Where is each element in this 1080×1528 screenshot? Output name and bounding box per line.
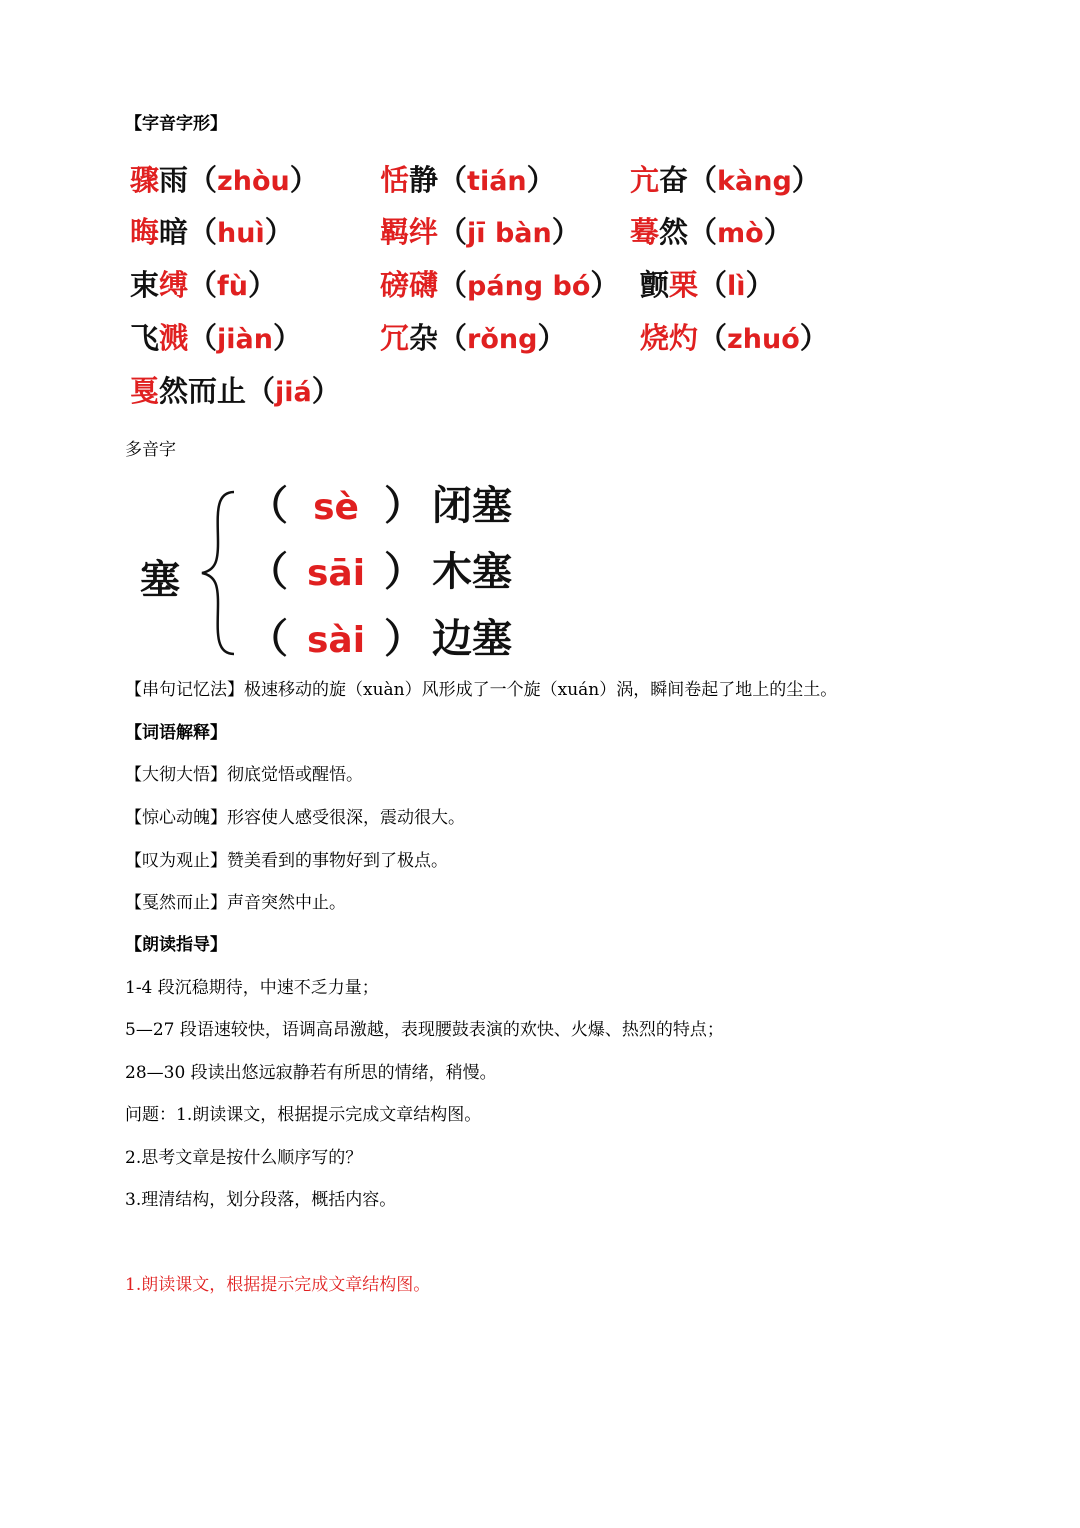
reading-line: 5—27 段语速较快，语调高昂激越，表现腰鼓表演的欢快、火爆、热烈的特点； [125, 1020, 724, 1040]
reading-line: 1-4 段沉稳期待，中速不乏力量； [125, 978, 379, 998]
pronunciation-item: 晦暗（huì） [130, 215, 294, 249]
pronunciation-item: 羁绊（jī bàn） [380, 215, 581, 249]
polyphone-diagram [130, 478, 550, 673]
pronunciation-item: 戛然而止（jiá） [130, 374, 341, 408]
reading-heading: 【朗读指导】 [125, 935, 227, 955]
pronunciation-item: 冗杂（rǒng） [380, 321, 567, 355]
vocab-item: 【戛然而止】声音突然中止。 [125, 893, 346, 913]
polyphone-char: 塞 [140, 557, 180, 603]
pronunciation-item: 蓦然（mò） [630, 215, 793, 249]
question-line: 3.理清结构，划分段落，概括内容。 [125, 1190, 397, 1210]
pronunciation-item: 束缚（fù） [130, 268, 278, 302]
polyphone-heading: 多音字 [125, 440, 176, 460]
vocab-heading: 【词语解释】 [125, 723, 227, 743]
section-heading-pronunciation: 【字音字形】 [125, 114, 227, 134]
pronunciation-item: 亢奋（kàng） [630, 163, 821, 197]
pronunciation-item: 颤栗（lì） [640, 268, 775, 302]
memory-line: 【串句记忆法】极速移动的旋（xuàn）风形成了一个旋（xuán）涡，瞬间卷起了地上的尘土。 [125, 680, 838, 700]
pronunciation-item: 磅礴（páng bó） [380, 268, 620, 302]
pronunciation-item: 恬静（tián） [380, 163, 556, 197]
question-line: 问题：1.朗读课文，根据提示完成文章结构图。 [125, 1105, 482, 1125]
polyphone-reading: （ sài ） 边塞 [248, 616, 512, 662]
task-heading-red: 1.朗读课文，根据提示完成文章结构图。 [125, 1275, 431, 1295]
polyphone-reading: （ sè ） 闭塞 [248, 483, 512, 529]
curly-brace-icon [196, 488, 246, 658]
polyphone-reading: （ sāi ） 木塞 [248, 549, 512, 595]
vocab-item: 【惊心动魄】形容使人感受很深，震动很大。 [125, 808, 465, 828]
pronunciation-item: 飞溅（jiàn） [130, 321, 303, 355]
pronunciation-item: 骤雨（zhòu） [130, 163, 319, 197]
question-line: 2.思考文章是按什么顺序写的？ [125, 1148, 363, 1168]
reading-line: 28—30 段读出悠远寂静若有所思的情绪，稍慢。 [125, 1063, 497, 1083]
pronunciation-item: 烧灼（zhuó） [640, 321, 829, 355]
vocab-item: 【大彻大悟】彻底觉悟或醒悟。 [125, 765, 363, 785]
vocab-item: 【叹为观止】赞美看到的事物好到了极点。 [125, 851, 448, 871]
